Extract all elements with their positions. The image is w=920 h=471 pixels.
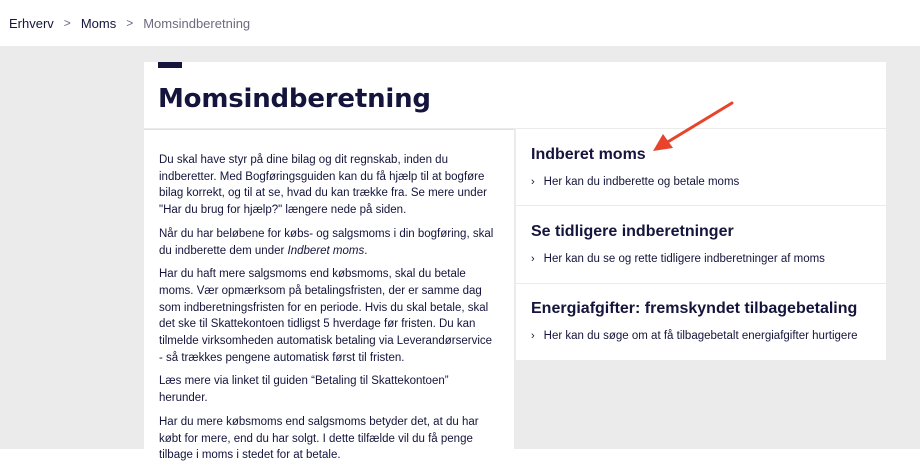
card-title: Indberet moms	[531, 146, 646, 163]
intro-paragraph-2-emphasis: Indberet moms	[287, 244, 365, 257]
chevron-right-icon: ›	[531, 176, 535, 188]
breadcrumb	[0, 0, 920, 46]
card-link-label: Her kan du indberette og betale moms	[543, 176, 740, 188]
card-title: Se tidligere indberetninger	[531, 223, 734, 240]
card-link-energiafgifter[interactable]	[531, 330, 858, 342]
arrow-annotation-icon	[640, 98, 740, 158]
breadcrumb-link-moms[interactable]: Moms	[80, 15, 117, 31]
breadcrumb-link-erhverv[interactable]: Erhverv	[9, 15, 54, 31]
card-energiafgifter	[516, 284, 886, 360]
card-tidligere-indberetninger	[516, 206, 886, 283]
page-title: Momsindberetning	[158, 84, 431, 114]
intro-paragraph-2-start: Når du har beløbene for købs- og salgsmoms i din bogføring, skal du indberette dem under	[159, 227, 494, 257]
card-link-label: Her kan du se og rette tidligere indberetninger af moms	[543, 253, 825, 265]
breadcrumb-separator: >	[63, 16, 71, 30]
intro-paragraph-3: Har du haft mere salgsmoms end købsmoms, skal du betale moms. Vær opmærksom på betalingsfristen, der er samme dag som indberetningsfristen for en periode. Hvis du skal betale, skal det ske til Skattekontoen tidligst 5 hverdage før fristen. Du kan tilmelde virksomheden automatisk betaling via Leverandørservice - så trækkes pengene automatisk først til fristen.	[159, 268, 493, 364]
chevron-right-icon: ›	[531, 253, 535, 265]
title-accent-bar	[158, 62, 182, 68]
breadcrumb-separator: >	[126, 16, 134, 30]
breadcrumb-current: Momsindberetning	[143, 15, 251, 31]
intro-paragraph-5: Har du mere købsmoms end salgsmoms betyder det, at du har købt for mere, end du har solgt. I dette tilfælde vil du få penge tilbage i moms i stedet for at betale.	[159, 415, 479, 462]
card-link-tidligere-indberetninger[interactable]	[531, 253, 825, 265]
chevron-right-icon: ›	[531, 330, 535, 342]
card-link-label: Her kan du søge om at få tilbagebetalt energiafgifter hurtigere	[543, 330, 858, 342]
card-title: Energiafgifter: fremskyndet tilbagebetaling	[531, 300, 858, 317]
intro-paragraph-1: Du skal have styr på dine bilag og dit regnskab, inden du indberetter. Med Bogføringsguiden kan du få hjælp til at bogføre bilag korrekt, og til at se, hvad du kan trække fra. Se mere under "Har du brug for hjælp?" længere nede på siden.	[159, 154, 487, 217]
intro-paragraph-2	[159, 226, 499, 259]
card-link-indberet-moms[interactable]	[531, 176, 739, 188]
intro-paragraph-2-end: .	[364, 244, 368, 257]
intro-paragraph-4: Læs mere via linket til guiden “Betaling til Skattekontoen” herunder.	[159, 375, 449, 405]
intro-text	[159, 152, 499, 471]
